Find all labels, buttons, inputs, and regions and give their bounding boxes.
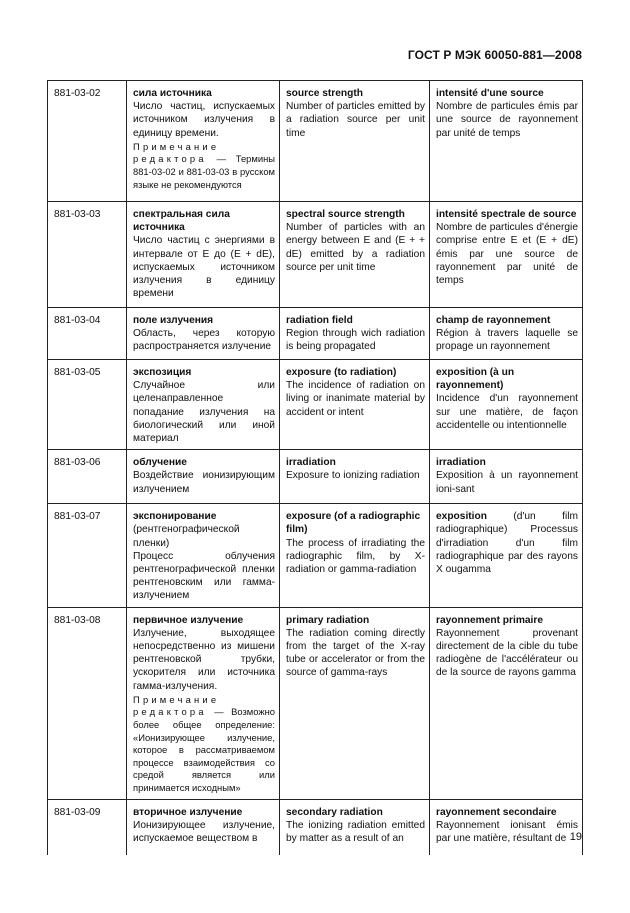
fr-definition: Rayonnement ionisant émis par une matière, résultant de	[436, 819, 578, 845]
en-cell	[280, 360, 430, 450]
en-definition: The incidence of radiation on living or inanimate material by accident or intent	[286, 380, 425, 418]
fr-definition: Région à travers laquelle se propage un rayonnement	[436, 328, 578, 353]
note-text: — Возможно более общее определение: «Ионизирующее излучение, которое в рассматриваемом процессе взаимодействия со средой является или принимается исходным»	[133, 706, 275, 794]
fr-cell	[430, 450, 583, 504]
fr-cell	[430, 202, 583, 308]
fr-term: irradiation	[436, 457, 486, 469]
table-row	[48, 202, 583, 308]
ru-term: сила источника	[133, 88, 212, 99]
en-definition: Exposure to ionizing radiation	[286, 470, 420, 482]
ru-term: экспозиция	[133, 367, 192, 378]
fr-definition: Nombre de particules émis par une source de rayonnement par unité de temps	[436, 101, 578, 139]
ru-cell	[127, 360, 280, 450]
table-row	[48, 308, 583, 360]
en-definition: The process of irradiating the radiographic film, by X-radiation or gamma-radiation	[286, 537, 425, 576]
en-term: source strength	[286, 88, 363, 99]
ru-note	[133, 694, 275, 795]
en-term: irradiation	[286, 457, 336, 469]
document-code: ГОСТ Р МЭК 60050-881—2008	[407, 48, 582, 62]
term-number: 881-03-06	[48, 450, 127, 504]
page-number: 19	[569, 831, 582, 843]
fr-term: exposition (à un rayonnement)	[436, 367, 515, 392]
term-number: 881-03-05	[48, 360, 127, 450]
fr-cell	[430, 360, 583, 450]
en-definition: Number of particles emitted by a radiation source per unit time	[286, 101, 425, 139]
ru-cell	[127, 799, 280, 855]
terms-table	[47, 80, 583, 855]
en-cell	[280, 81, 430, 202]
table-row	[48, 81, 583, 202]
en-term: exposure (to radiation)	[286, 367, 397, 378]
ru-cell	[127, 308, 280, 360]
fr-cell	[430, 81, 583, 202]
en-term: primary radiation	[286, 614, 370, 626]
en-definition: Region through wich radiation is being propagated	[286, 328, 425, 353]
fr-term: rayonnement secondaire	[436, 806, 557, 818]
en-cell	[280, 202, 430, 308]
table-row	[48, 450, 583, 504]
ru-definition: Процесс облучения рентгенографической пленки рентгеновским или гамма-излучением	[133, 550, 275, 602]
term-number: 881-03-04	[48, 308, 127, 360]
fr-cell	[430, 308, 583, 360]
fr-cell	[430, 504, 583, 607]
table-row	[48, 360, 583, 450]
term-number: 881-03-02	[48, 81, 127, 202]
en-term: spectral source strength	[286, 209, 405, 220]
note-label: Примечание редактора	[133, 693, 220, 718]
term-number: 881-03-03	[48, 202, 127, 308]
ru-cell	[127, 202, 280, 308]
fr-term: intensité d'une source	[436, 88, 544, 99]
ru-term: спектральная сила источника	[133, 209, 230, 234]
ru-term: вторичное излучение	[133, 806, 243, 818]
ru-term: облучение	[133, 457, 187, 469]
fr-definition: Nombre de particules d'énergie comprise entre E et (E + dE) émis par une source de rayonnement par unité de temps	[436, 222, 578, 287]
fr-definition: Rayonnement provenant directement de la cible du tube radiogène de l'accélérateur ou de la source de rayons gamma	[436, 627, 578, 679]
ru-term: экспонирование	[133, 511, 217, 523]
ru-definition: Число частиц с энергиями в интервале от E до (E + dE), испускаемых источником излучения в единицу времени	[133, 235, 275, 300]
en-definition: Number of particles with an energy between E and (E + + dE) emitted by a radiation source per unit time	[286, 222, 425, 273]
fr-entry	[436, 510, 578, 576]
ru-definition: Ионизирующее излучение, испускаемое веществом в	[133, 819, 275, 845]
ru-note	[133, 141, 275, 191]
en-definition: The ionizing radiation emitted by matter as a result of an	[286, 819, 425, 845]
table-row	[48, 504, 583, 607]
term-number: 881-03-08	[48, 607, 127, 799]
fr-term: intensité spectrale de source	[436, 209, 577, 220]
fr-cell	[430, 799, 583, 855]
en-cell	[280, 607, 430, 799]
ru-cell	[127, 450, 280, 504]
en-cell	[280, 799, 430, 855]
en-term: radiation field	[286, 315, 353, 326]
ru-term: поле излучения	[133, 315, 214, 326]
fr-cell	[430, 607, 583, 799]
note-text: — Термины 881-03-02 и 881-03-03 в русском языке не рекомендуются	[133, 153, 275, 190]
en-term: secondary radiation	[286, 806, 383, 818]
ru-cell	[127, 607, 280, 799]
ru-definition: Число частиц, испускаемых источником излучения в единицу времени.	[133, 101, 275, 139]
ru-definition: Воздействие ионизирующим излучением	[133, 470, 275, 495]
table-row	[48, 607, 583, 799]
ru-term: первичное излучение	[133, 614, 244, 626]
term-number: 881-03-09	[48, 799, 127, 855]
fr-term: champ de rayonnement	[436, 315, 551, 326]
table-row	[48, 799, 583, 855]
fr-definition: Exposition à un rayonnement ioni-sant	[436, 470, 578, 495]
en-cell	[280, 450, 430, 504]
fr-term: exposition	[436, 511, 487, 523]
ru-definition: Излучение, выходящее непосредственно из мишени рентгеновской трубки, ускорителя или источника гамма-излучения.	[133, 627, 275, 692]
fr-definition: Incidence d'un rayonnement sur une matière, de façon accidentelle ou intentionnelle	[436, 393, 578, 431]
fr-term: rayonnement primaire	[436, 614, 544, 626]
en-cell	[280, 504, 430, 607]
term-number: 881-03-07	[48, 504, 127, 607]
note-label: Примечание редактора	[133, 140, 220, 165]
en-term: exposure (of a radiographic film)	[286, 511, 421, 536]
ru-definition: Случайное или целенаправленное попадание излучения на биологический или иной материал	[133, 380, 275, 445]
ru-qualifier: (рентгенографической пленки)	[133, 524, 240, 549]
en-cell	[280, 308, 430, 360]
en-definition: The radiation coming directly from the target of the X-ray tube or accelerator or from the source of gamma-rays	[286, 627, 425, 679]
ru-cell	[127, 504, 280, 607]
ru-definition: Область, через которую распространяется излучение	[133, 328, 275, 353]
fr-definition: (d'un film radiographique) Processus d'irradiation d'un film radiographique par des rayons X ougamma	[436, 511, 578, 576]
ru-cell	[127, 81, 280, 202]
